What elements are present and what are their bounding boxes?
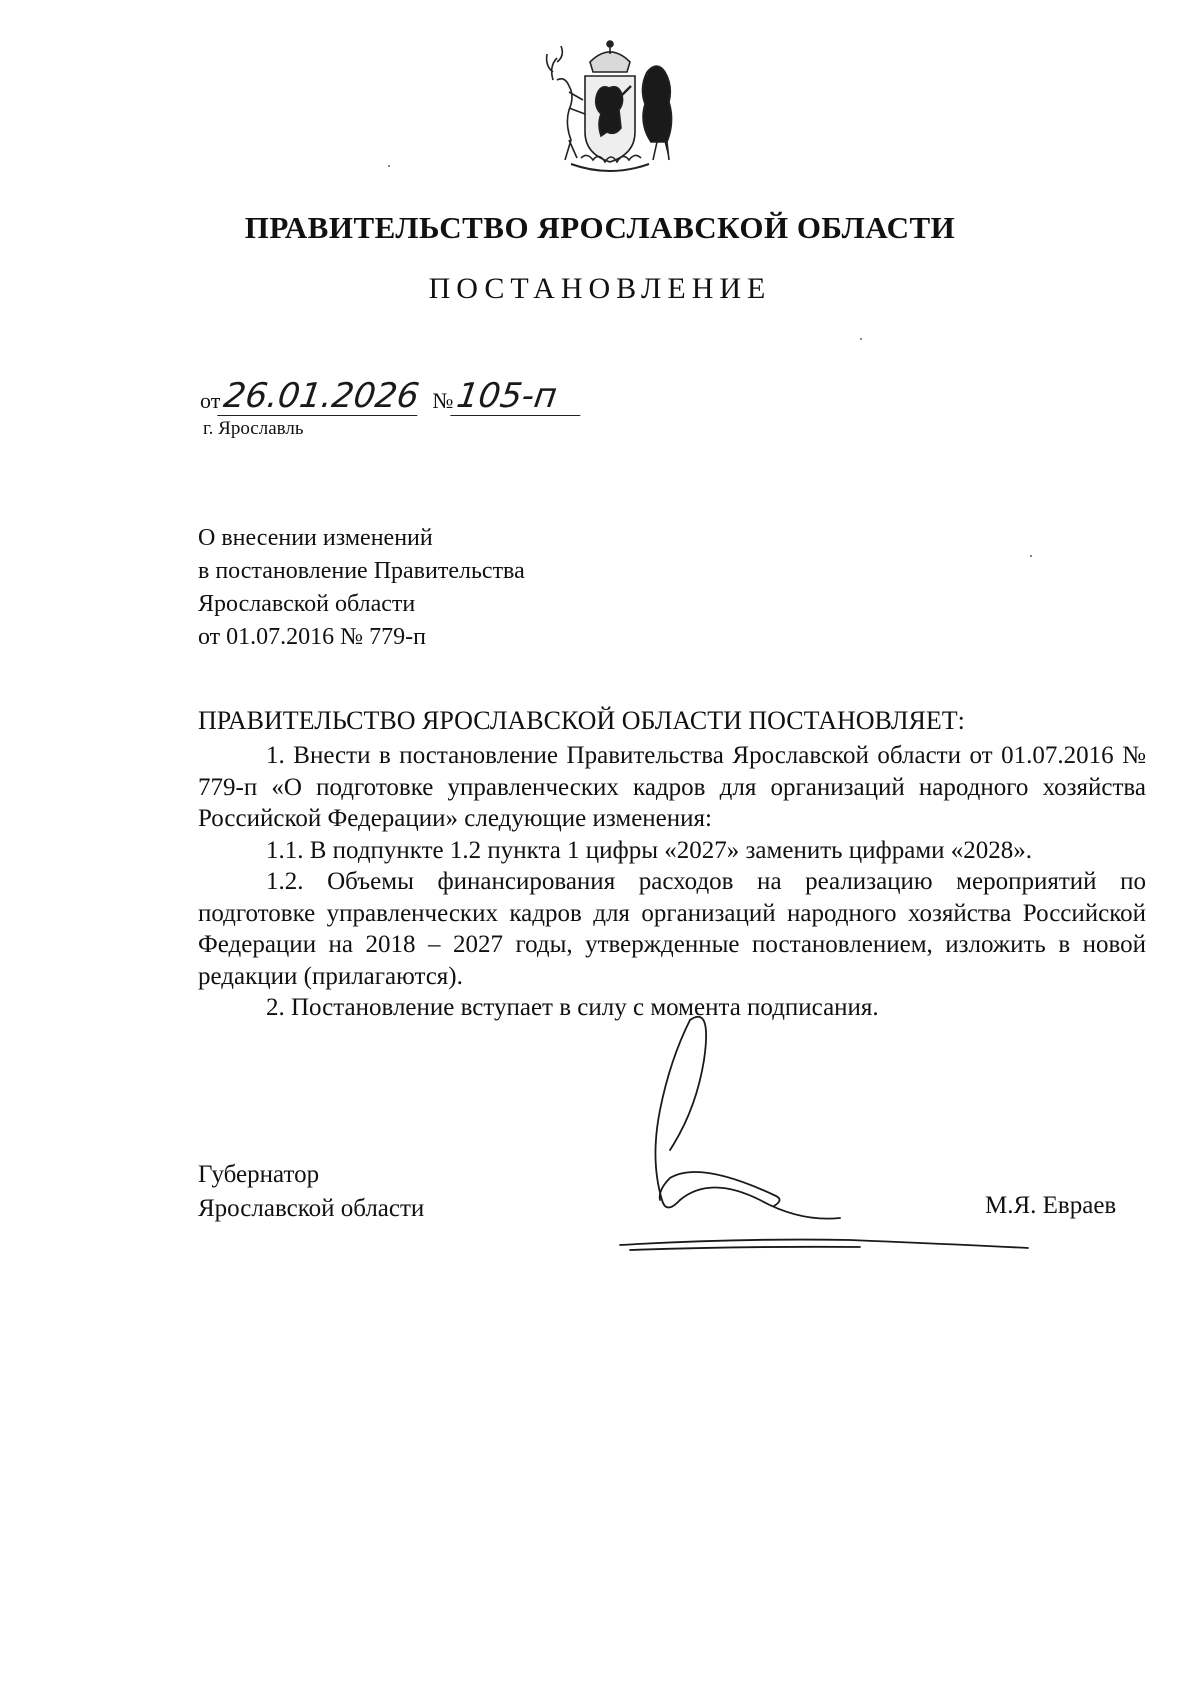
document-type: ПОСТАНОВЛЕНИЕ: [428, 272, 772, 305]
body-text: [198, 740, 1146, 1024]
paragraph: 1.1. В подпункте 1.2 пункта 1 цифры «2027» заменить цифрами «2028».: [266, 836, 1033, 864]
government-title: ПРАВИТЕЛЬСТВО ЯРОСЛАВСКОЙ ОБЛАСТИ: [244, 210, 956, 245]
paragraph: 1.2. Объемы финансирования расходов на реализацию мероприятий по подготовке управленческих кадров для организаций народного хозяйства Российской Федерации на 2018 – 2027 годы, утвержденные постановлением, изложить в новой редакции (прилагаются).: [198, 868, 1146, 990]
subject-line: в постановление Правительства: [198, 558, 525, 584]
position-line: Губернатор: [198, 1161, 320, 1188]
handwritten-number: 105-п: [451, 377, 586, 416]
coat-of-arms-icon: [535, 32, 685, 182]
city: г. Ярославль: [203, 418, 304, 439]
paragraph: 1. Внести в постановление Правительства Ярославской области от 01.07.2016 № 779-п «О подготовке управленческих кадров для организаций народного хозяйства Российской Федерации» следующие изменения:: [198, 742, 1146, 832]
subject-line: от 01.07.2016 № 779-п: [198, 624, 426, 650]
scan-speck: [1030, 555, 1032, 557]
scan-speck: [388, 165, 390, 167]
number-label: №: [432, 388, 454, 413]
resolves-heading: ПРАВИТЕЛЬСТВО ЯРОСЛАВСКОЙ ОБЛАСТИ ПОСТАНОВЛЯЕТ:: [198, 706, 965, 735]
handwritten-date: 26.01.2026: [218, 377, 423, 416]
scan-speck: [860, 338, 862, 340]
date-number-line: [200, 374, 583, 416]
paragraph: 2. Постановление вступает в силу с момента подписания.: [266, 994, 879, 1021]
subject-block: [198, 522, 525, 654]
signature-icon: [600, 1000, 1040, 1260]
subject-line: Ярославской области: [198, 591, 416, 617]
position-line: Ярославской области: [198, 1195, 425, 1222]
from-label: от: [200, 388, 221, 413]
signatory-position: [198, 1158, 424, 1226]
subject-line: О внесении изменений: [198, 525, 433, 551]
signatory-name: М.Я. Евраев: [985, 1192, 1117, 1219]
